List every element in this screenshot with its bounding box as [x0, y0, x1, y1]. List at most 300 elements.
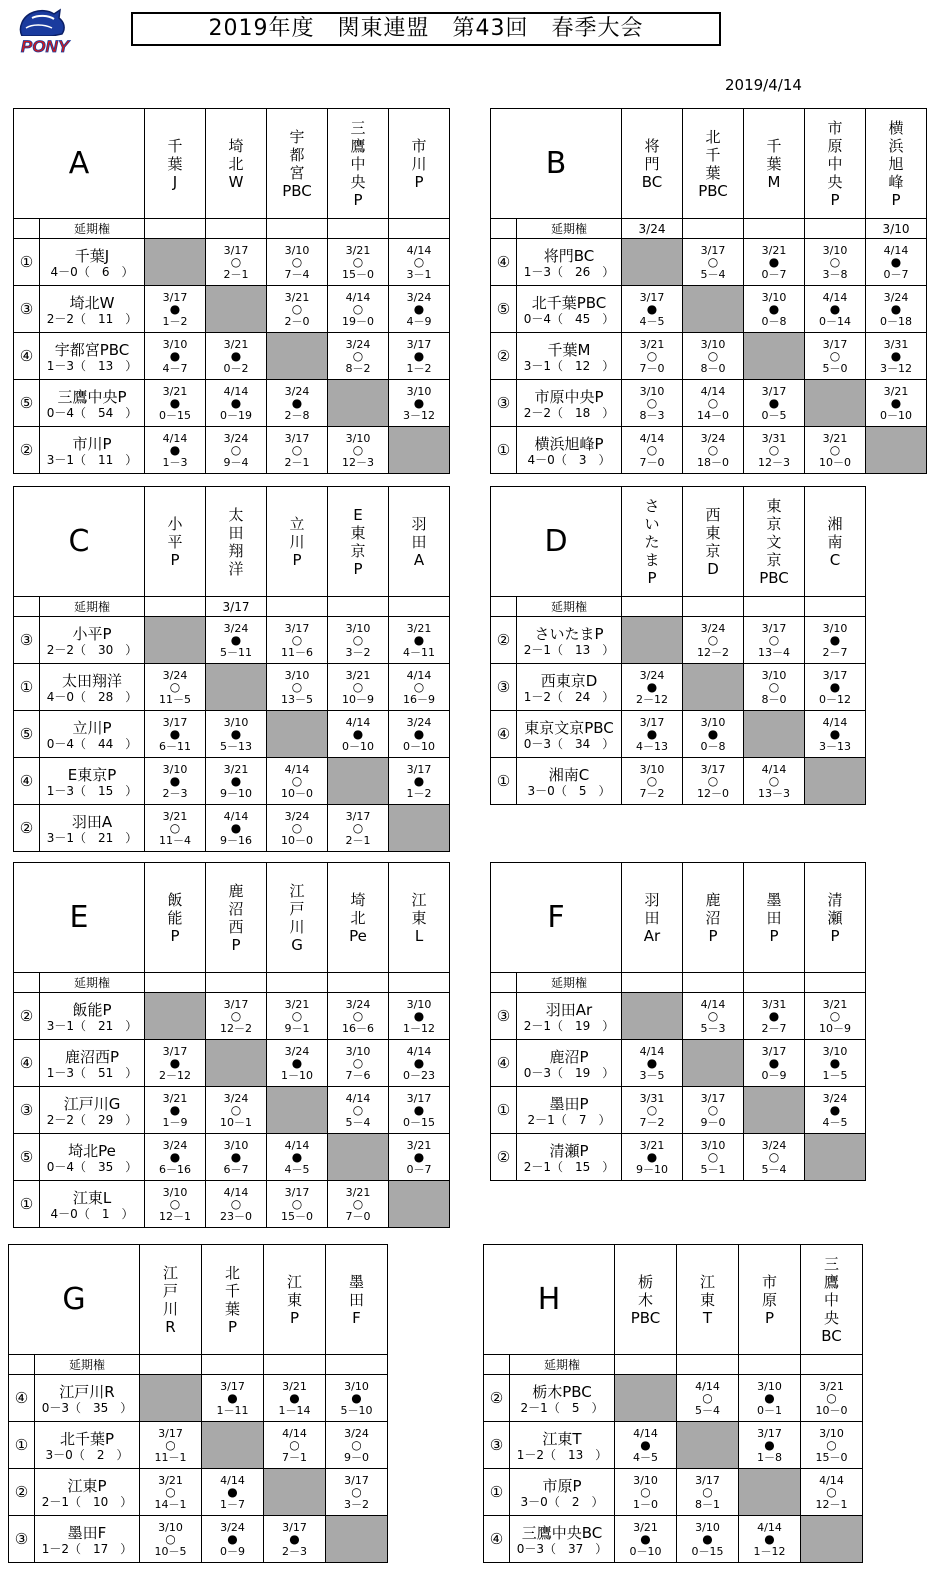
team-info — [40, 427, 145, 474]
match-score: 12－2 — [697, 645, 730, 659]
loss-dot-icon: ● — [169, 395, 181, 410]
match-result-cell — [328, 664, 389, 711]
self-match-cell — [622, 993, 683, 1040]
team-name: 千葉J — [74, 246, 110, 265]
match-date: 3/10 — [162, 337, 188, 351]
match-date: 4/14 — [700, 384, 726, 398]
team-name: 千葉M — [547, 340, 591, 359]
team-info — [517, 427, 622, 474]
match-date: 3/21 — [284, 997, 310, 1011]
match-date: 3/10 — [162, 1185, 188, 1199]
team-name: 江戸川G — [63, 1094, 121, 1113]
team-name: 市原中央P — [534, 387, 604, 406]
team-row — [491, 617, 866, 664]
league-e-table — [13, 862, 450, 1228]
self-match-cell — [264, 1469, 326, 1516]
match-score: 4－5 — [822, 1115, 848, 1129]
match-date: 3/24 — [883, 290, 909, 304]
match-result-cell — [202, 1516, 264, 1563]
match-result-cell — [206, 239, 267, 286]
match-score: 0－7 — [761, 267, 787, 281]
loss-dot-icon: ● — [829, 726, 841, 741]
match-result-cell — [683, 333, 744, 380]
column-team-label: 千 葉 M — [766, 136, 782, 191]
match-score: 7－6 — [345, 1068, 371, 1082]
match-result-cell — [145, 664, 206, 711]
column-team-name — [622, 109, 683, 219]
loss-dot-icon: ● — [890, 395, 902, 410]
match-result-cell — [328, 617, 389, 664]
match-date: 3/10 — [822, 1044, 848, 1058]
match-score: 2－1 — [223, 267, 249, 281]
match-date: 4/14 — [883, 243, 909, 257]
match-score: 2－7 — [822, 645, 848, 659]
league-g-table — [8, 1244, 388, 1563]
match-score: 2－12 — [636, 692, 669, 706]
team-record: 3－1（ 11 ） — [46, 452, 138, 467]
match-result-cell — [805, 239, 866, 286]
win-circle-icon: ○ — [768, 632, 780, 647]
match-score: 15－0 — [342, 267, 374, 281]
match-date: 3/21 — [639, 337, 665, 351]
team-rank: ② — [491, 1134, 517, 1181]
match-score: 23－0 — [220, 1209, 252, 1223]
team-row — [484, 1469, 863, 1516]
match-score: 3－12 — [880, 361, 912, 375]
match-date: 3/10 — [639, 762, 665, 776]
team-row — [14, 427, 450, 474]
self-match-cell — [202, 1422, 264, 1469]
team-record: 3－0（ 5 ） — [527, 783, 611, 798]
match-result-cell — [866, 239, 927, 286]
column-team-name — [744, 109, 805, 219]
match-result-cell — [683, 758, 744, 805]
team-record: 0－4（ 45 ） — [523, 311, 615, 326]
rank-cell-blank — [484, 1355, 510, 1375]
column-team-label: E 東 京 P — [350, 505, 366, 578]
win-circle-icon: ○ — [768, 773, 780, 788]
match-score: 3－5 — [639, 1068, 665, 1082]
team-row — [484, 1422, 863, 1469]
postponement-cell: 3/24 — [622, 219, 683, 239]
loss-dot-icon: ● — [169, 348, 181, 363]
loss-dot-icon: ● — [646, 1055, 658, 1070]
match-date: 3/10 — [284, 668, 310, 682]
win-circle-icon: ○ — [352, 679, 364, 694]
match-date: 3/21 — [819, 1379, 844, 1393]
postponement-cell — [801, 1355, 863, 1375]
match-score: 5－3 — [700, 1021, 726, 1035]
loss-dot-icon: ● — [829, 679, 841, 694]
match-date: 3/21 — [345, 1185, 371, 1199]
column-team-name — [739, 1245, 801, 1355]
team-record: 4－0（ 1 ） — [50, 1206, 134, 1221]
win-circle-icon: ○ — [169, 1196, 181, 1211]
win-circle-icon: ○ — [352, 632, 364, 647]
match-score: 7－1 — [282, 1450, 307, 1464]
team-name: 市原P — [542, 1476, 582, 1495]
pony-logo — [4, 6, 86, 56]
league-name: H — [484, 1245, 615, 1355]
team-name: 湘南C — [548, 765, 590, 784]
column-team-label: 北 千 葉 PBC — [698, 127, 728, 200]
match-score: 13－3 — [758, 786, 791, 800]
match-result-cell — [744, 617, 805, 664]
match-score: 8－3 — [639, 408, 665, 422]
match-result-cell — [389, 1134, 450, 1181]
match-score: 1－11 — [216, 1403, 249, 1417]
postponement-cell — [145, 597, 206, 617]
win-circle-icon: ○ — [230, 442, 242, 457]
match-result-cell — [328, 805, 389, 852]
team-row — [14, 1134, 450, 1181]
team-record: 2－1（ 5 ） — [520, 1400, 604, 1415]
team-name: 立川P — [72, 718, 112, 737]
team-rank: ⑤ — [491, 286, 517, 333]
match-date: 4/14 — [223, 1185, 249, 1199]
loss-dot-icon: ● — [413, 348, 425, 363]
team-row — [14, 1040, 450, 1087]
column-team-name — [328, 863, 389, 973]
self-match-cell — [267, 711, 328, 758]
team-row — [14, 380, 450, 427]
loss-dot-icon: ● — [413, 1149, 425, 1164]
loss-dot-icon: ● — [646, 1149, 658, 1164]
match-score: 4－5 — [284, 1162, 310, 1176]
match-date: 3/17 — [223, 243, 249, 257]
match-result-cell — [683, 617, 744, 664]
match-date: 3/24 — [284, 1044, 310, 1058]
match-result-cell — [389, 617, 450, 664]
column-team-name — [267, 487, 328, 597]
match-score: 1－10 — [281, 1068, 313, 1082]
match-result-cell — [739, 1422, 801, 1469]
win-circle-icon: ○ — [707, 395, 719, 410]
win-circle-icon: ○ — [707, 442, 719, 457]
column-team-label: 羽 田 A — [411, 514, 427, 569]
match-date: 3/17 — [344, 1473, 369, 1487]
postponement-cell — [805, 219, 866, 239]
match-score: 10－5 — [154, 1544, 187, 1558]
match-score: 5－0 — [822, 361, 848, 375]
match-date: 4/14 — [223, 384, 249, 398]
match-score: 2－0 — [284, 314, 310, 328]
column-team-label: 江 戸 川 R — [162, 1263, 178, 1336]
match-result-cell — [801, 1422, 863, 1469]
match-date: 4/14 — [223, 809, 249, 823]
match-score: 0－9 — [761, 1068, 787, 1082]
team-info — [40, 380, 145, 427]
postponement-cell — [145, 219, 206, 239]
win-circle-icon: ○ — [352, 820, 364, 835]
match-score: 8－0 — [761, 692, 787, 706]
win-circle-icon: ○ — [352, 348, 364, 363]
match-result-cell — [328, 1087, 389, 1134]
match-score: 10－0 — [281, 833, 314, 847]
column-team-label: 鹿 沼 P — [705, 890, 721, 945]
team-rank: ④ — [14, 758, 40, 805]
match-date: 3/24 — [700, 621, 726, 635]
match-score: 4－5 — [639, 314, 665, 328]
column-team-label: 飯 能 P — [167, 890, 183, 945]
postponement-cell: 3/17 — [206, 597, 267, 617]
postponement-cell — [744, 597, 805, 617]
match-result-cell — [267, 427, 328, 474]
match-score: 9－1 — [284, 1021, 310, 1035]
team-record: 2－2（ 11 ） — [46, 311, 138, 326]
loss-dot-icon: ● — [230, 773, 242, 788]
team-name: 三鷹中央BC — [521, 1523, 603, 1542]
postponement-cell — [328, 597, 389, 617]
team-rank: ① — [14, 1181, 40, 1228]
match-result-cell — [622, 711, 683, 758]
match-score: 1－8 — [757, 1450, 782, 1464]
team-info — [517, 711, 622, 758]
match-date: 3/10 — [162, 762, 188, 776]
match-score: 7－2 — [639, 1115, 665, 1129]
team-rank: ① — [14, 664, 40, 711]
match-score: 1－12 — [753, 1544, 786, 1558]
team-row — [14, 286, 450, 333]
match-result-cell — [267, 1181, 328, 1228]
loss-dot-icon: ● — [768, 1055, 780, 1070]
postponement-cell — [805, 597, 866, 617]
team-rank: ② — [491, 333, 517, 380]
match-date: 3/17 — [695, 1473, 720, 1487]
win-circle-icon: ○ — [351, 1484, 362, 1499]
match-score: 16－6 — [342, 1021, 374, 1035]
column-team-name — [206, 863, 267, 973]
loss-dot-icon: ● — [890, 348, 902, 363]
self-match-cell — [683, 286, 744, 333]
match-result-cell — [805, 1087, 866, 1134]
match-score: 6－7 — [223, 1162, 249, 1176]
postponement-cell — [615, 1355, 677, 1375]
self-match-cell — [145, 239, 206, 286]
match-score: 9－4 — [223, 455, 249, 469]
team-record: 0－3（ 34 ） — [523, 736, 615, 751]
win-circle-icon: ○ — [829, 1008, 841, 1023]
loss-dot-icon: ● — [829, 1055, 841, 1070]
league-name: B — [491, 109, 622, 219]
win-circle-icon: ○ — [352, 1196, 364, 1211]
match-score: 7－0 — [639, 361, 665, 375]
column-team-label: さ い た ま P — [644, 496, 660, 587]
match-date: 3/17 — [822, 337, 848, 351]
column-team-label: 江 東 L — [411, 890, 427, 945]
team-info — [517, 239, 622, 286]
win-circle-icon: ○ — [707, 1008, 719, 1023]
match-score: 0－14 — [819, 314, 851, 328]
match-date: 3/10 — [345, 1044, 371, 1058]
team-info — [517, 286, 622, 333]
match-date: 3/24 — [345, 997, 371, 1011]
team-info — [40, 1087, 145, 1134]
column-team-name — [206, 487, 267, 597]
match-result-cell — [683, 239, 744, 286]
match-date: 3/21 — [761, 243, 787, 257]
match-date: 3/21 — [162, 1091, 188, 1105]
column-team-name — [615, 1245, 677, 1355]
match-score: 1－5 — [822, 1068, 848, 1082]
match-result-cell — [267, 993, 328, 1040]
match-result-cell — [389, 1040, 450, 1087]
self-match-cell — [744, 711, 805, 758]
postponement-cell — [140, 1355, 202, 1375]
column-team-name — [744, 487, 805, 597]
self-match-cell — [622, 239, 683, 286]
team-rank: ① — [491, 758, 517, 805]
team-name: さいたまP — [534, 624, 604, 643]
match-result-cell — [805, 617, 866, 664]
self-match-cell — [389, 427, 450, 474]
column-team-label: 太 田 翔 洋 — [228, 505, 244, 578]
team-name: 墨田F — [67, 1523, 107, 1542]
self-match-cell — [389, 1181, 450, 1228]
match-score: 12－1 — [815, 1497, 848, 1511]
match-score: 5－10 — [340, 1403, 373, 1417]
column-team-name — [683, 863, 744, 973]
match-result-cell — [622, 664, 683, 711]
team-record: 0－3（ 19 ） — [523, 1065, 615, 1080]
match-date: 3/17 — [345, 809, 371, 823]
match-date: 4/14 — [345, 1091, 371, 1105]
match-result-cell — [615, 1422, 677, 1469]
match-result-cell — [206, 1087, 267, 1134]
team-record: 2－1（ 19 ） — [523, 1018, 615, 1033]
match-date: 4/14 — [406, 668, 432, 682]
match-result-cell — [140, 1516, 202, 1563]
self-match-cell — [739, 1469, 801, 1516]
team-record: 1－2（ 24 ） — [523, 689, 615, 704]
column-team-label: 江 東 P — [286, 1272, 302, 1327]
win-circle-icon: ○ — [291, 820, 303, 835]
self-match-cell — [140, 1375, 202, 1422]
team-record: 1－3（ 13 ） — [46, 358, 138, 373]
win-circle-icon: ○ — [707, 1149, 719, 1164]
match-result-cell — [801, 1469, 863, 1516]
match-result-cell — [264, 1375, 326, 1422]
team-row — [491, 380, 927, 427]
postponement-cell — [267, 597, 328, 617]
match-date: 4/14 — [757, 1520, 782, 1534]
match-date: 3/21 — [883, 384, 909, 398]
match-date: 4/14 — [822, 715, 848, 729]
loss-dot-icon: ● — [169, 726, 181, 741]
loss-dot-icon: ● — [230, 632, 242, 647]
match-date: 3/24 — [344, 1426, 369, 1440]
loss-dot-icon: ● — [291, 1149, 303, 1164]
team-info — [40, 758, 145, 805]
team-name: 清瀬P — [549, 1141, 589, 1160]
postponement-cell — [739, 1355, 801, 1375]
loss-dot-icon: ● — [768, 254, 780, 269]
postponement-cell — [683, 973, 744, 993]
match-date: 4/14 — [695, 1379, 720, 1393]
loss-dot-icon: ● — [413, 726, 425, 741]
win-circle-icon: ○ — [646, 1102, 658, 1117]
league-name: A — [14, 109, 145, 219]
loss-dot-icon: ● — [289, 1531, 300, 1546]
loss-dot-icon: ● — [646, 679, 658, 694]
self-match-cell — [389, 805, 450, 852]
match-result-cell — [615, 1516, 677, 1563]
team-rank: ② — [14, 993, 40, 1040]
match-result-cell — [744, 380, 805, 427]
match-score: 12－3 — [758, 455, 790, 469]
win-circle-icon: ○ — [826, 1484, 837, 1499]
match-score: 4－9 — [406, 314, 432, 328]
match-score: 9－16 — [220, 833, 253, 847]
win-circle-icon: ○ — [352, 1008, 364, 1023]
league-name: F — [491, 863, 622, 973]
loss-dot-icon: ● — [768, 1008, 780, 1023]
match-date: 3/21 — [639, 1138, 665, 1152]
loss-dot-icon: ● — [291, 1055, 303, 1070]
column-team-label: 清 瀬 P — [827, 890, 843, 945]
match-score: 8－0 — [700, 361, 726, 375]
match-score: 3－2 — [345, 645, 371, 659]
team-record: 3－1（ 12 ） — [523, 358, 615, 373]
match-score: 5－11 — [220, 645, 253, 659]
loss-dot-icon: ● — [829, 632, 841, 647]
match-date: 3/24 — [220, 1520, 245, 1534]
match-score: 7－0 — [345, 1209, 371, 1223]
match-date: 3/21 — [162, 384, 188, 398]
column-team-name — [267, 109, 328, 219]
match-score: 1－14 — [278, 1403, 311, 1417]
match-result-cell — [328, 286, 389, 333]
win-circle-icon: ○ — [165, 1437, 176, 1452]
team-info — [40, 664, 145, 711]
win-circle-icon: ○ — [291, 254, 303, 269]
match-result-cell — [267, 1040, 328, 1087]
match-date: 3/21 — [282, 1379, 307, 1393]
match-result-cell — [744, 286, 805, 333]
match-date: 3/24 — [223, 1091, 249, 1105]
match-score: 0－1 — [757, 1403, 782, 1417]
match-result-cell — [206, 993, 267, 1040]
match-result-cell — [683, 1134, 744, 1181]
self-match-cell — [805, 1134, 866, 1181]
match-score: 0－18 — [880, 314, 912, 328]
match-score: 0－15 — [691, 1544, 724, 1558]
match-date: 3/10 — [344, 1379, 369, 1393]
postponement-cell — [677, 1355, 739, 1375]
team-name: 宇都宮PBC — [54, 340, 130, 359]
match-result-cell — [683, 380, 744, 427]
match-date: 3/24 — [822, 1091, 848, 1105]
column-team-label: 市 原 中 央 P — [827, 118, 843, 209]
match-result-cell — [622, 380, 683, 427]
win-circle-icon: ○ — [702, 1484, 713, 1499]
team-row — [491, 664, 866, 711]
match-result-cell — [683, 1087, 744, 1134]
postponement-cell — [744, 219, 805, 239]
match-date: 3/10 — [700, 715, 726, 729]
match-score: 9－0 — [700, 1115, 726, 1129]
win-circle-icon: ○ — [768, 442, 780, 457]
self-match-cell — [145, 617, 206, 664]
league-name: D — [491, 487, 622, 597]
team-record: 4－0（ 28 ） — [46, 689, 138, 704]
match-result-cell — [389, 993, 450, 1040]
column-team-name — [801, 1245, 863, 1355]
team-rank: ④ — [491, 239, 517, 286]
match-date: 3/17 — [639, 715, 665, 729]
team-name: 将門BC — [543, 246, 595, 265]
match-result-cell — [622, 333, 683, 380]
